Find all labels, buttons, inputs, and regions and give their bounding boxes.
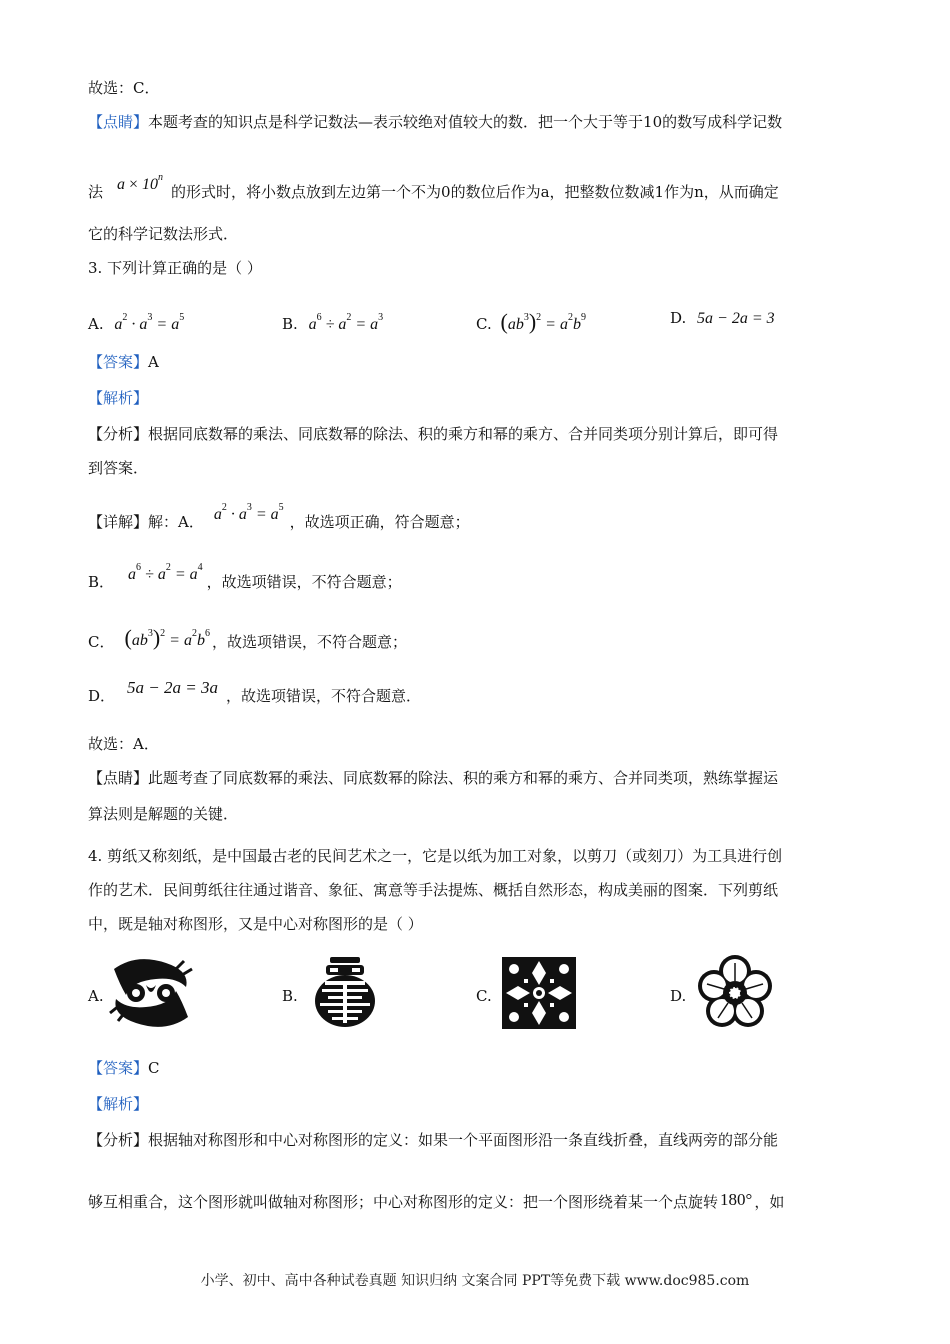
q3-option-c [476, 308, 586, 335]
q3-summary-line2: 算法则是解题的关键． [88, 805, 239, 823]
q3-detail-d [88, 678, 421, 706]
point-text2: 的形式时，将小数点放到左边第一个不为0的数位后作为a，把整数位数减1作为n，从而确定 [171, 183, 779, 201]
analysis-text: 根据轴对称图形和中心对称图形的定义：如果一个平面图形沿一条直线折叠，直线两旁的部分能 [148, 1131, 779, 1149]
q3-analysis-line2: 到答案． [88, 459, 149, 477]
answer-value: C [148, 1059, 160, 1077]
q4-analysis-line2 [88, 1192, 784, 1212]
opt-label: B. [282, 315, 298, 333]
point-paragraph-line1 [88, 112, 782, 132]
question-4-line3: 中，既是轴对称图形，又是中心对称图形的是（ ） [88, 915, 423, 933]
detail-label: D． [88, 687, 116, 705]
q3-formula-a: $a^2 \cdot a^3 = a^5$ [114, 312, 185, 333]
point-fa: 法 [88, 183, 104, 201]
answer-tag: 【答案】 [88, 1059, 149, 1077]
q3-detail-a [88, 502, 470, 533]
q3-formula-d: 5a − 2a = 3 [697, 310, 775, 327]
q4-option-c-label: C. [476, 987, 492, 1005]
point-paragraph-line3: 它的科学记数法形式． [88, 225, 239, 243]
q3-option-d [670, 308, 775, 329]
detail-tag: 【详解】 [88, 513, 149, 531]
q4-jiexi-tag: 【解析】 [88, 1095, 149, 1113]
q4-option-b-label: B. [282, 987, 298, 1005]
detail-text: ，故选项错误，不符合题意； [211, 633, 407, 651]
page-footer: 小学、初中、高中各种试卷真题 知识归纳 文案合同 PPT等免费下载 www.doc985.com [200, 1273, 750, 1289]
answer-value: A [148, 353, 159, 371]
q3-analysis-line1 [88, 424, 778, 444]
prev-answer-line: 故选：C． [88, 79, 160, 97]
q3-formula-c: $(ab^3)^2 = a^2b^9$ [500, 309, 586, 334]
papercut-square-pattern-image [494, 955, 584, 1031]
question-3-stem: 3. 下列计算正确的是（ ） [88, 259, 262, 277]
sci-notation-formula: $a \times 10^n$ [117, 172, 164, 193]
q3-answer [88, 352, 159, 372]
question-4-line2: 作的艺术．民间剪纸往往通过谐音、象征、寓意等手法提炼、概括自然形态，构成美丽的图案．下列剪纸 [88, 881, 779, 899]
q3-detail-b [88, 562, 402, 593]
opt-label: D. [670, 309, 687, 327]
detail-label: C． [88, 633, 115, 651]
q3-conclusion: 故选：A． [88, 735, 159, 753]
angle-180: 180° [720, 1190, 753, 1209]
q4-analysis-line1 [88, 1130, 778, 1150]
analysis-text2: 够互相重合，这个图形就叫做轴对称图形；中心对称图形的定义：把一个图形绕着某一个点旋转 [88, 1193, 719, 1211]
q3-detail-c [88, 626, 407, 653]
q4-answer [88, 1058, 160, 1078]
point-paragraph-line2 [88, 172, 779, 203]
papercut-flower-image [690, 955, 780, 1031]
detail-formula-a: $a^2 \cdot a^3 = a^5$ [213, 502, 284, 523]
point-tag: 【点睛】 [88, 113, 149, 131]
analysis-text3: ，如 [754, 1193, 785, 1211]
detail-formula-c: $(ab^3)^2 = a^2b^6$ [124, 625, 210, 650]
analysis-tag: 【分析】 [88, 425, 149, 443]
detail-text: ，故选项错误，不符合题意； [206, 573, 402, 591]
analysis-tag: 【分析】 [88, 1131, 149, 1149]
opt-label: A. [88, 315, 104, 333]
papercut-fish-image [106, 955, 196, 1031]
q4-option-d-label: D. [670, 987, 687, 1005]
q3-option-b [282, 308, 383, 335]
point-text: 本题考查的知识点是科学记数法—表示较绝对值较大的数．把一个大于等于10的数写成科学记数 [148, 113, 783, 131]
papercut-double-happiness-image [300, 955, 390, 1031]
q3-jiexi-tag: 【解析】 [88, 389, 149, 407]
q3-option-a [88, 308, 184, 335]
summary-text: 此题考查了同底数幂的乘法、同底数幂的除法、积的乘方和幂的乘方、合并同类项，熟练掌握运 [148, 769, 779, 787]
analysis-text: 根据同底数幂的乘法、同底数幂的除法、积的乘方和幂的乘方、合并同类项分别计算后，即可得 [148, 425, 779, 443]
detail-text: ，故选项正确，符合题意； [289, 513, 470, 531]
q3-formula-b: $a^6 \div a^2 = a^3$ [308, 312, 384, 333]
detail-formula-b: $a^6 \div a^2 = a^4$ [128, 562, 203, 583]
summary-tag: 【点睛】 [88, 769, 149, 787]
opt-label: C. [476, 315, 492, 333]
detail-text: ，故选项错误，不符合题意． [225, 687, 421, 705]
detail-label: 解：A． [148, 513, 204, 531]
detail-formula-d: 5a − 2a = 3a [127, 678, 218, 697]
q3-summary-line1 [88, 768, 778, 788]
answer-tag: 【答案】 [88, 353, 149, 371]
q4-option-a-label: A. [88, 987, 104, 1005]
question-4-line1: 4. 剪纸又称刻纸，是中国最古老的民间艺术之一，它是以纸为加工对象，以剪刀（或刻刀）为工具进行创 [88, 847, 783, 865]
detail-label: B． [88, 573, 115, 591]
